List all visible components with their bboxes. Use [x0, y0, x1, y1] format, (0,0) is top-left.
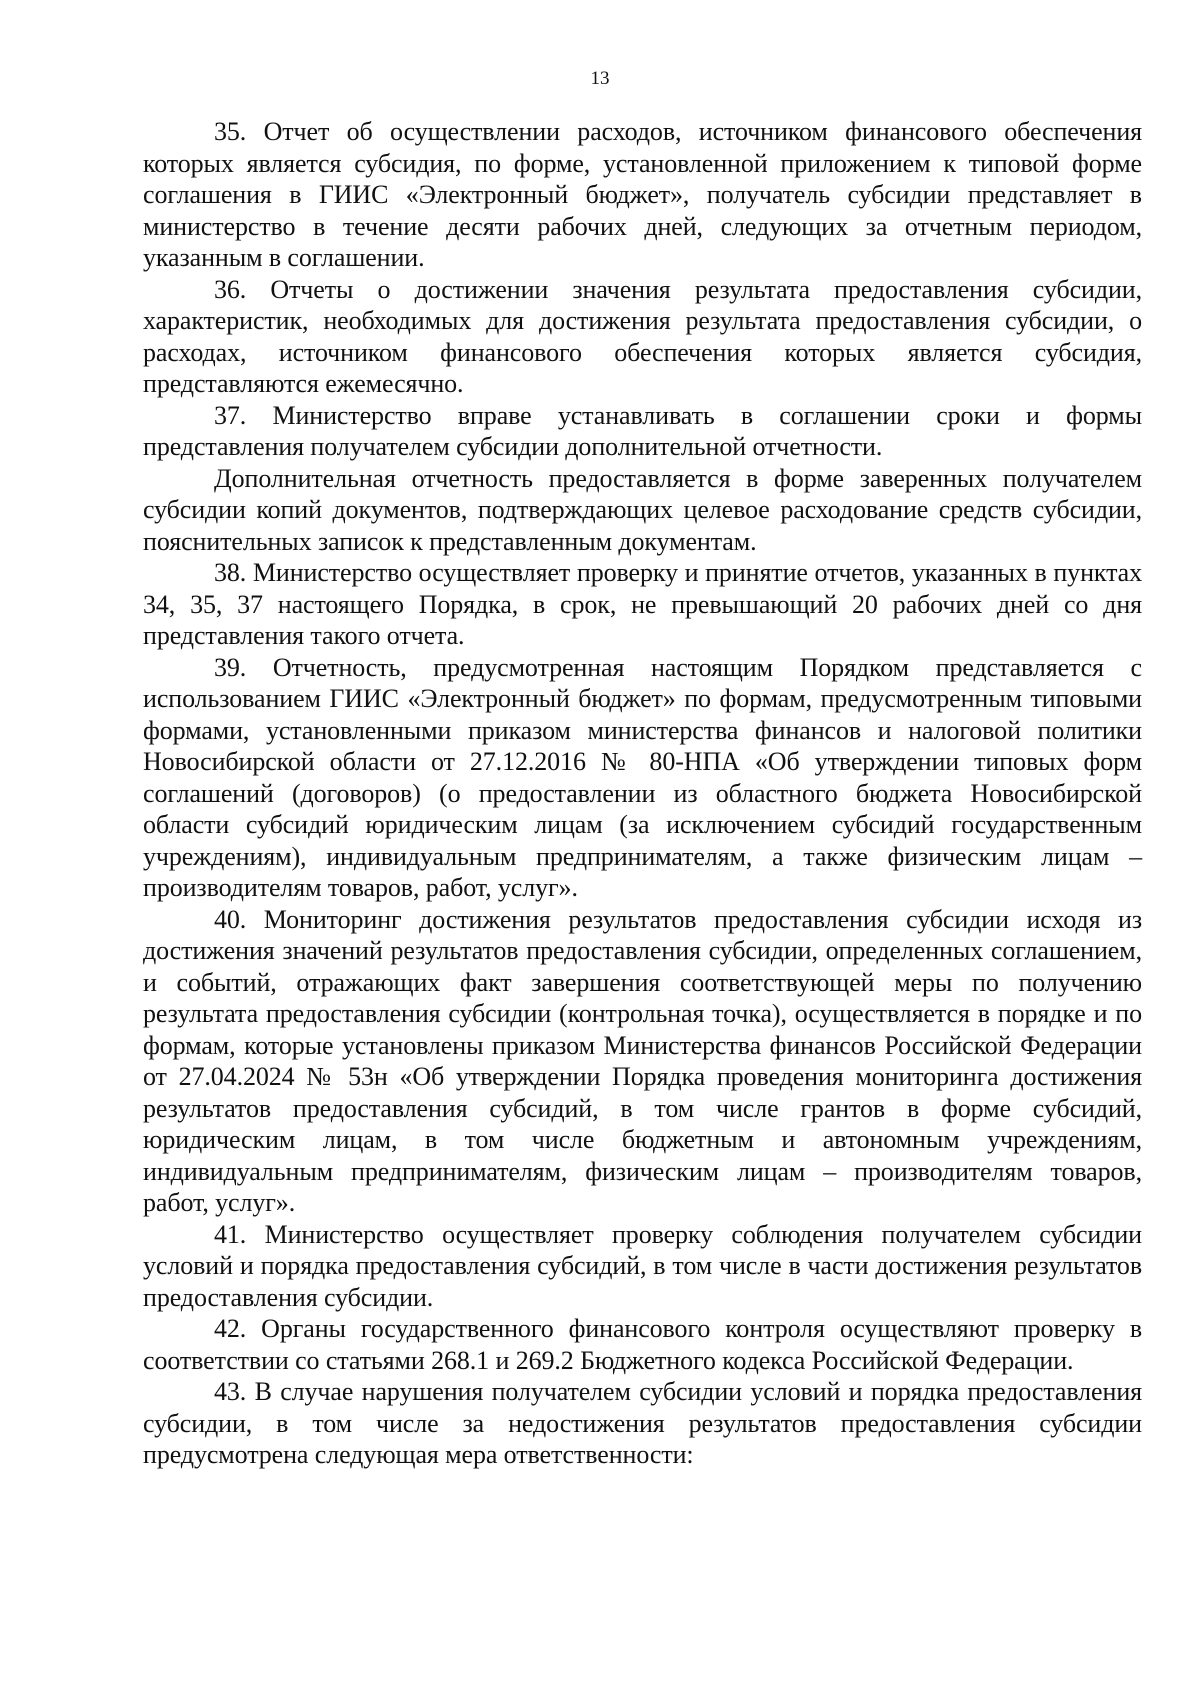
paragraph-39: 39. Отчетность, предусмотренная настоящим Порядком представляется с использованием ГИИС «Электронный бюджет» по формам, предусмотренным типовыми формами, установленными приказом министерства финансов и налоговой политики Новосибирской области от 27.12.2016 № 80-НПА «Об утверждении типовых форм соглашений (договоров) (о предоставлении из областного бюджета Новосибирской области субсидий юридическим лицам (за исключением субсидий государственным учреждениям), индивидуальным предпринимателям, а также физическим лицам – производителям товаров, работ, услуг». [143, 652, 1142, 902]
paragraph-42: 42. Органы государственного финансового контроля осуществляют проверку в соответствии со статьями 268.1 и 269.2 Бюджетного кодекса Российской Федерации. [143, 1314, 1142, 1375]
paragraph-41: 41. Министерство осуществляет проверку соблюдения получателем субсидии условий и порядка предоставления субсидий, в том числе в части достижения результатов предоставления субсидии. [143, 1219, 1142, 1312]
paragraph-37: 37. Министерство вправе устанавливать в соглашении сроки и формы представления получателем субсидии дополнительной отчетности. [143, 400, 1142, 461]
paragraph-36: 36. Отчеты о достижении значения результата предоставления субсидии, характеристик, необходимых для достижения результата предоставления субсидии, о расходах, источником финансового обеспечения которых является субсидия, представляются ежемесячно. [143, 274, 1142, 398]
document-body [143, 116, 1142, 1471]
paragraph-38: 38. Министерство осуществляет проверку и принятие отчетов, указанных в пунктах 34, 35, 37 настоящего Порядка, в срок, не превышающий 20 рабочих дней со дня представления такого отчета. [143, 558, 1142, 650]
paragraph-37-additional: Дополнительная отчетность предоставляется в форме заверенных получателем субсидии копий документов, подтверждающих целевое расходование средств субсидии, пояснительных записок к представленным документам. [143, 463, 1142, 556]
paragraph-35: 35. Отчет об осуществлении расходов, источником финансового обеспечения которых является субсидия, по форме, установленной приложением к типовой форме соглашения в ГИИС «Электронный бюджет», получатель субсидии представляет в министерство в течение десяти рабочих дней, следующих за отчетным периодом, указанным в соглашении. [143, 117, 1142, 272]
page-number: 13 [590, 68, 610, 89]
paragraph-43: 43. В случае нарушения получателем субсидии условий и порядка предоставления субсидии, в том числе за недостижения результатов предоставления субсидии предусмотрена следующая мера ответственности: [143, 1377, 1142, 1469]
paragraph-40: 40. Мониторинг достижения результатов предоставления субсидии исходя из достижения значений результатов предоставления субсидии, определенных соглашением, и событий, отражающих факт завершения соответствующей меры по получению результата предоставления субсидии (контрольная точка), осуществляется в порядке и по формам, которые установлены приказом Министерства финансов Российской Федерации от 27.04.2024 № 53н «Об утверждении Порядка проведения мониторинга достижения результатов предоставления субсидий, в том числе грантов в форме субсидий, юридическим лицам, в том числе бюджетным и автономным учреждениям, индивидуальным предпринимателям, физическим лицам – производителям товаров, работ, услуг». [143, 904, 1142, 1217]
